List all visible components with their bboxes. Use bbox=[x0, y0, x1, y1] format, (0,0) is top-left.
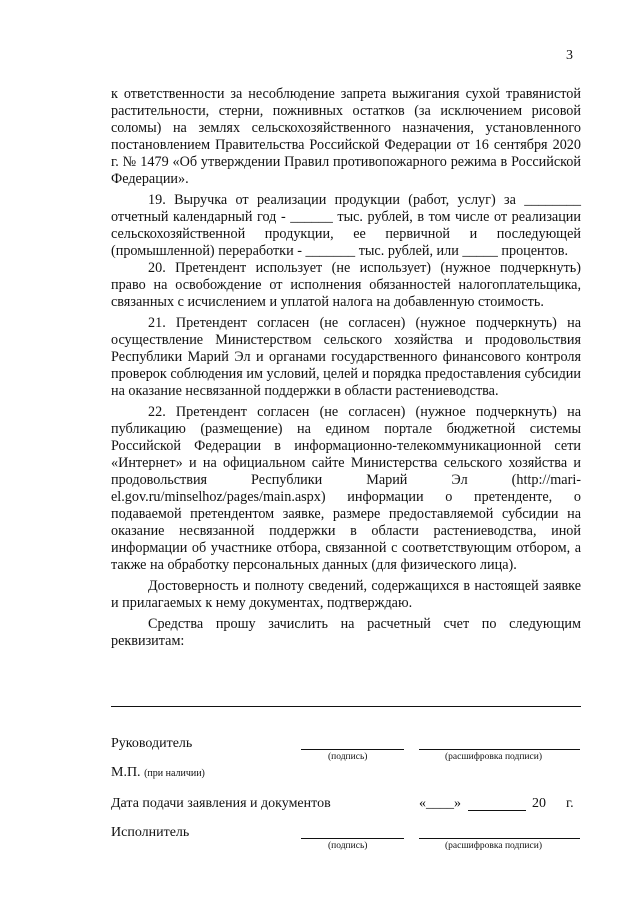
date-month-line bbox=[468, 810, 526, 811]
date-year-prefix: 20 bbox=[532, 796, 546, 811]
date-close-quote: » bbox=[454, 796, 461, 811]
date-label: Дата подачи заявления и документов bbox=[111, 796, 331, 811]
executor-label: Исполнитель bbox=[111, 825, 190, 840]
date-day bbox=[419, 796, 461, 812]
body-text bbox=[111, 86, 581, 650]
date-day-blank: ____ bbox=[426, 796, 454, 811]
date-year-suffix: г. bbox=[566, 796, 574, 811]
paragraph-bank-details: Средства прошу зачислить на расчетный счет по следующим реквизитам: bbox=[111, 616, 581, 649]
bank-details-line bbox=[111, 706, 581, 707]
paragraph-22-publication: 22. Претендент согласен (не согласен) (нужное подчеркнуть) на публикацию (размещение) на едином портале бюджетной системы Российской Федерации в информационно-телекоммуникационной сети «Интернет» и на официальном сайте Министерства сельского хозяйства и продовольствия Республики Марий Эл (http://mari-el.gov.ru/minselhoz/pages/main.aspx) информации о претенденте, о подаваемой претендентом заявке, размере предоставляемой субсидии на оказание несвязанной поддержки в области растениеводства, иной информации об участнике отбора, связанной с соответствующим отбором, а также на обработку персональных данных (для физического лица). bbox=[111, 404, 581, 573]
paragraph-19-revenue: 19. Выручка от реализации продукции (работ, услуг) за ________ отчетный календарный год - ______ тыс. рублей, в том числе от реализации сельскохозяйственной продукции, ее первичной и последующей (промышленной) переработки - _______ тыс. рублей, или _____ процентов. bbox=[111, 192, 581, 259]
stamp-label: М.П. bbox=[111, 765, 141, 780]
paragraph-21-inspections: 21. Претендент согласен (не согласен) (нужное подчеркнуть) на осуществление Министерством сельского хозяйства и продовольствия Республики Марий Эл и органами государственного финансового контроля проверок соблюдения им условий, целей и порядка предоставления субсидии на оказание несвязанной поддержки в области растениеводства. bbox=[111, 315, 581, 399]
head-decode-caption: (расшифровка подписи) bbox=[445, 752, 542, 762]
stamp-row bbox=[111, 765, 205, 781]
stamp-note: (при наличии) bbox=[144, 768, 205, 779]
executor-sign-caption: (подпись) bbox=[328, 841, 368, 851]
head-decode-line bbox=[419, 749, 580, 750]
executor-decode-caption: (расшифровка подписи) bbox=[445, 841, 542, 851]
executor-signature-line bbox=[301, 838, 404, 839]
head-sign-caption: (подпись) bbox=[328, 752, 368, 762]
paragraph-20-vat: 20. Претендент использует (не использует) (нужное подчеркнуть) право на освобождение от исполнения обязанностей налогоплательщика, связанных с исчислением и уплатой налога на добавленную стоимость. bbox=[111, 260, 581, 310]
page-number: 3 bbox=[566, 48, 573, 63]
head-signature-line bbox=[301, 749, 404, 750]
paragraph-confirmation: Достоверность и полноту сведений, содержащихся в настоящей заявке и прилагаемых к нему документах, подтверждаю. bbox=[111, 578, 581, 611]
head-label: Руководитель bbox=[111, 736, 193, 751]
date-open-quote: « bbox=[419, 796, 426, 811]
executor-decode-line bbox=[419, 838, 580, 839]
paragraph-fire-safety: к ответственности за несоблюдение запрета выжигания сухой травянистой растительности, стерни, пожнивных остатков (за исключением рисовой соломы) на землях сельскохозяйственного назначения, установленного постановлением Правительства Российской Федерации от 16 сентября 2020 г. № 1479 «Об утверждении Правил противопожарного режима в Российской Федерации». bbox=[111, 86, 581, 187]
